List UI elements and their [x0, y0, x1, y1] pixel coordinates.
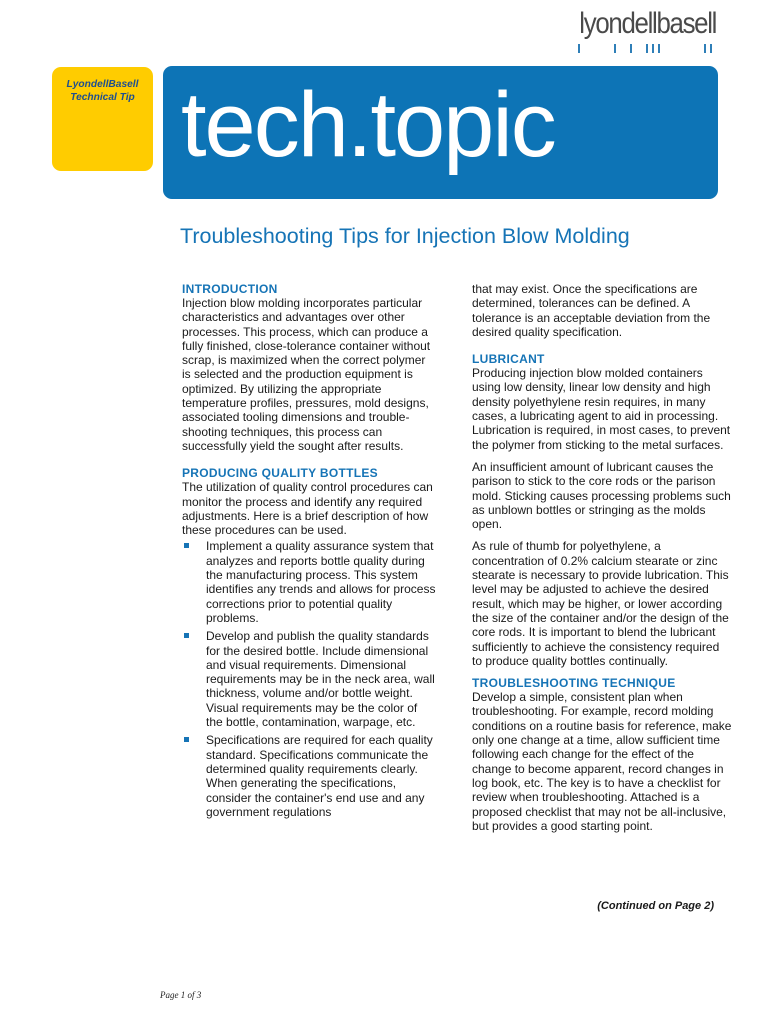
square-bullet-icon — [184, 543, 189, 548]
tag-line-2: Technical Tip — [70, 92, 135, 103]
left-column — [182, 282, 437, 823]
logo-wordmark: lyondellbasell — [579, 7, 716, 40]
troubleshooting-text: Develop a simple, consistent plan when troubleshooting. For example, record molding conditions on a routine basis for reference, make only one change at a time, allow sufficient time following each change for the effect of the change to become apparent, record changes in log book, etc. The key is to have a checklist for review when troubleshooting. Attached is a proposed checklist that may not be all-inclusive, but provides a good starting point. — [472, 690, 732, 833]
logo-tick-marks — [576, 44, 716, 54]
lubricant-paragraph-3: As rule of thumb for polyethylene, a concentration of 0.2% calcium stearate or zinc stearate is necessary to provide lubrication. This level may be adjusted to achieve the desired result, which may be higher, or lower according the size of the container and/or the design of the core rods. It is important to blend the lubricant sufficiently to achieve the consistency required to produce quality bottles continually. — [472, 539, 729, 668]
square-bullet-icon — [184, 737, 189, 742]
right-column — [472, 282, 732, 833]
troubleshooting-heading: TROUBLESHOOTING TECHNIQUE — [472, 676, 676, 691]
list-item — [182, 539, 437, 625]
bullet-text: Specifications are required for each quality standard. Specifications communicate the determined quality requirements clearly. When generating the specifications, consider the container's end use and any government regulations — [206, 733, 433, 819]
quality-text: The utilization of quality control procedures can monitor the process and identify any required adjustments. Here is a brief description of how these procedures can be used. — [182, 480, 433, 538]
page-title: Troubleshooting Tips for Injection Blow Molding — [180, 224, 630, 248]
list-item — [182, 629, 437, 729]
lubricant-paragraph-1: Producing injection blow molded containers using low density, linear low density and high density polyethylene resin requires, in many cases, a lubricating agent to aid in processing. Lubrication is required, in most cases, to prevent the polymer from sticking to the metal surfaces. — [472, 366, 731, 452]
continued-note: (Continued on Page 2) — [597, 900, 714, 912]
quality-continuation-text: that may exist. Once the specifications are determined, tolerances can be defined. A tolerance is an acceptable deviation from the desired quality specification. — [472, 282, 711, 339]
banner-title: tech.topic — [181, 74, 555, 176]
lubricant-heading: LUBRICANT — [472, 352, 545, 367]
quality-heading: PRODUCING QUALITY BOTTLES — [182, 466, 378, 481]
introduction-heading: INTRODUCTION — [182, 282, 278, 296]
tag-line-1: LyondellBasell — [66, 79, 139, 90]
bullet-text: Implement a quality assurance system that analyzes and reports bottle quality during the manufacturing process. This system identifies any trends and allows for process corrections prior to potential quality problems. — [206, 539, 436, 625]
tech-topic-banner — [163, 66, 718, 199]
technical-tip-tag — [52, 67, 153, 171]
list-item — [182, 733, 437, 819]
lubricant-paragraph-2: An insufficient amount of lubricant causes the parison to stick to the core rods or the parison mold. Sticking causes processing problems such as unblown bottles or stringing as the molds open. — [472, 459, 731, 532]
lyondellbasell-logo — [566, 6, 716, 54]
bullet-text: Develop and publish the quality standards for the desired bottle. Include dimensional and visual requirements. Dimensional requirements may be in the neck area, wall thickness, volume and/or bottle weight. Visual requirements may be the color of the bottle, contamination, warpage, etc. — [206, 629, 435, 730]
page-number: Page 1 of 3 — [160, 990, 202, 1000]
introduction-text: Injection blow molding incorporates particular characteristics and advantages over other processes. This process, which can produce a fully finished, close-tolerance container without scrap, is maximized when the correct polymer is selected and the production equipment is optimized. By utilizing the appropriate temperature profiles, pressures, mold designs, associated tooling dimensions and trouble-shooting techniques, this process can successfully yield the sought after results. — [182, 296, 431, 453]
square-bullet-icon — [184, 633, 189, 638]
quality-bullet-list — [182, 539, 437, 819]
